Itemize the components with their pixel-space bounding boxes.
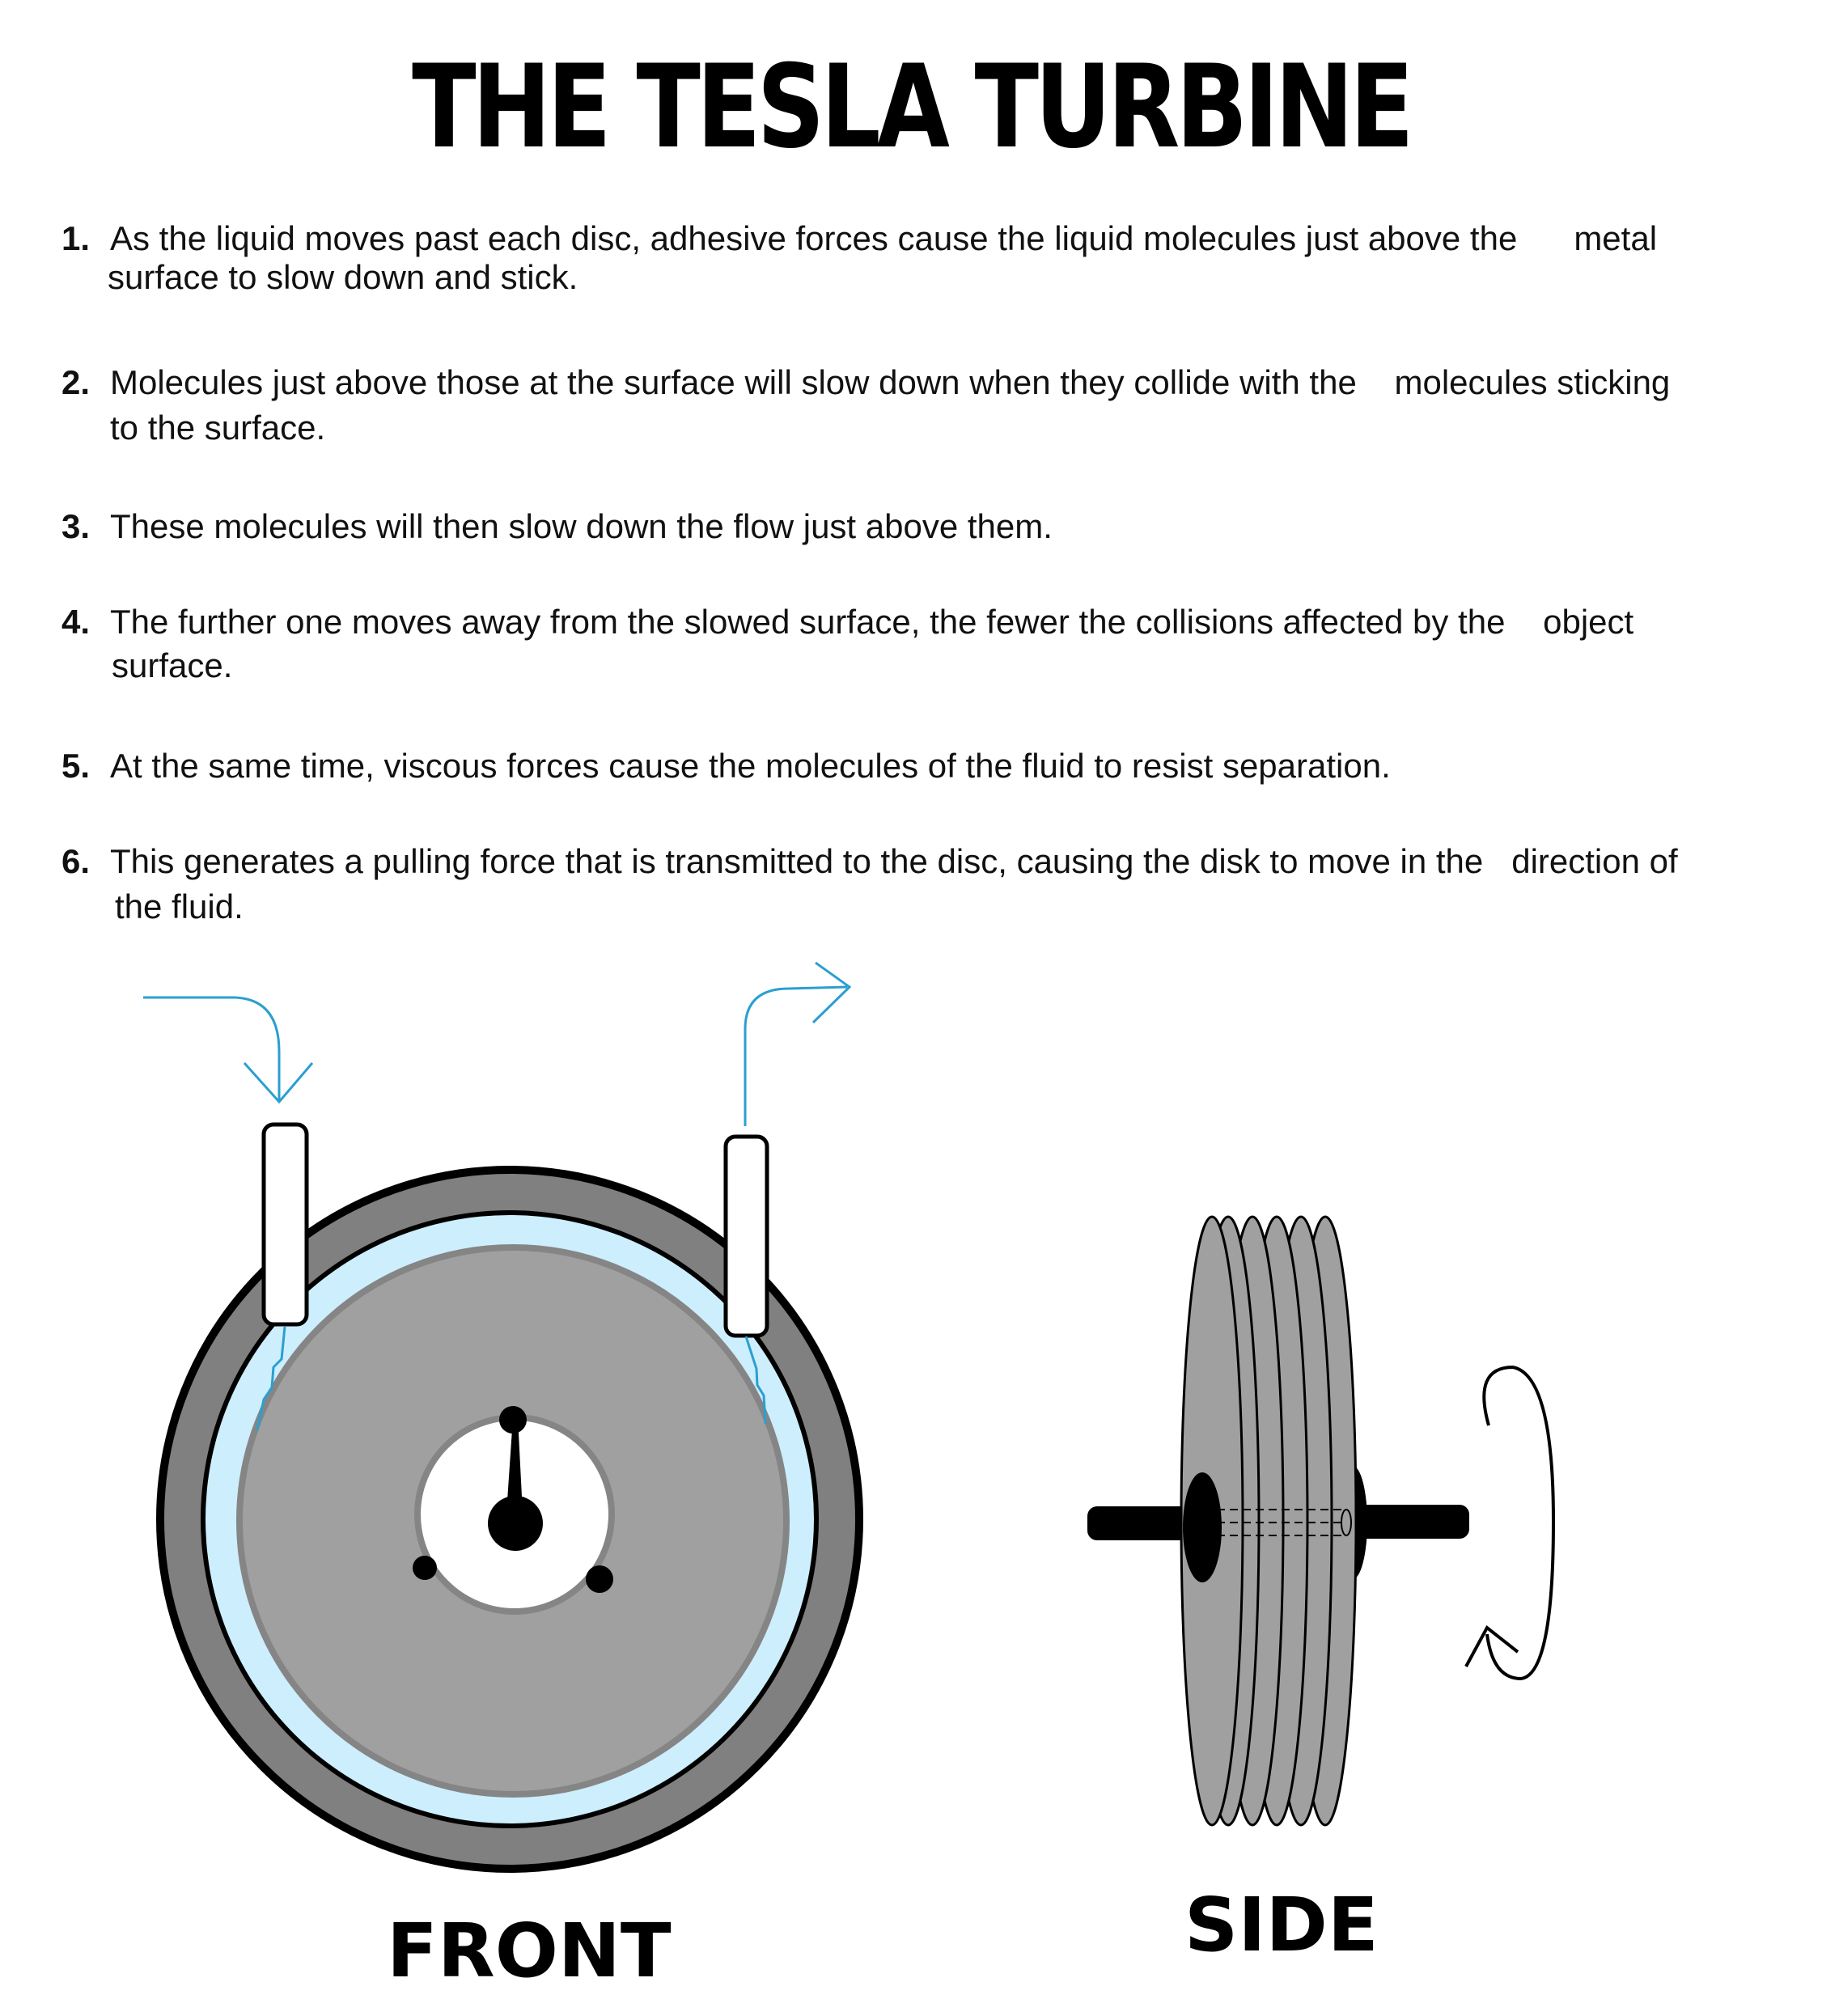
outlet-nozzle — [726, 1137, 767, 1336]
front-label: FRONT — [387, 1908, 672, 1994]
step-text-line1: These molecules will then slow down the flow just above them. — [110, 507, 1053, 545]
step-text-line2: the fluid. — [115, 887, 244, 925]
page-title: THE TESLA TURBINE — [412, 40, 1410, 174]
step-text-line2: surface to slow down and stick. — [108, 258, 578, 296]
outlet-flow-arrow — [745, 987, 847, 1126]
step-text-line1: Molecules just above those at the surface will slow down when they collide with the molecules sticking — [110, 363, 1671, 401]
step-number: 1. — [61, 219, 91, 257]
step-text-line1: The further one moves away from the slowed surface, the fewer the collisions affected by the object — [110, 603, 1634, 641]
step-number: 5. — [61, 747, 91, 785]
bolt-left — [413, 1556, 437, 1580]
step-text-line1: This generates a pulling force that is transmitted to the disc, causing the disk to move in the direction of — [110, 842, 1678, 880]
step-number: 3. — [61, 507, 91, 545]
inlet-flow-arrow — [143, 997, 279, 1100]
side-view — [1087, 1217, 1553, 1825]
shaft-center — [488, 1496, 543, 1551]
step-text-line2: to the surface. — [110, 409, 326, 447]
spoke-tip — [499, 1406, 527, 1434]
hub-left — [1183, 1472, 1222, 1582]
outlet-arrow-head — [813, 963, 850, 1023]
step-text-line2: surface. — [112, 646, 233, 684]
inlet-nozzle — [264, 1124, 307, 1324]
step-text-line1: At the same time, viscous forces cause the molecules of the fluid to resist separation. — [110, 747, 1391, 785]
step-text-line1: As the liquid moves past each disc, adhesive forces cause the liquid molecules just above the metal — [110, 219, 1658, 257]
bolt-right — [586, 1565, 613, 1593]
side-label: SIDE — [1184, 1882, 1379, 1968]
shaft-right — [1350, 1505, 1469, 1539]
step-number: 2. — [61, 363, 91, 401]
front-view — [143, 963, 859, 1869]
step-number: 6. — [61, 842, 91, 880]
rotation-arrow-head — [1466, 1628, 1518, 1667]
shaft-end — [1341, 1510, 1351, 1535]
step-number: 4. — [61, 603, 91, 641]
shaft-left — [1087, 1506, 1193, 1540]
